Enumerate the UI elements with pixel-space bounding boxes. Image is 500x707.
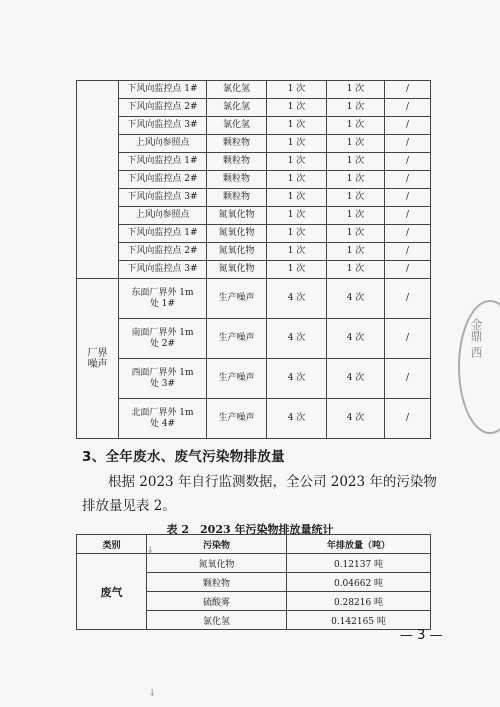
note: / [385, 171, 431, 189]
note: / [385, 319, 431, 359]
emission-table [76, 534, 431, 630]
monitoring-point: 下风向监控点 1# [119, 225, 207, 243]
table-row [77, 225, 431, 243]
pollutant: 硫酸雾 [147, 592, 287, 611]
table-row [77, 261, 431, 279]
frequency-a: 1 次 [267, 81, 327, 99]
annual-emission: 0.12137 吨 [287, 554, 431, 573]
table-row [77, 99, 431, 117]
monitoring-point: 下风向监控点 2# [119, 171, 207, 189]
monitoring-point: 东面厂界外 1m 处 1# [119, 279, 207, 319]
monitoring-point: 上风向参照点 [119, 135, 207, 153]
frequency-b: 1 次 [327, 81, 385, 99]
pollutant: 生产噪声 [207, 279, 267, 319]
annual-emission: 0.04662 吨 [287, 573, 431, 592]
pollutant: 颗粒物 [207, 135, 267, 153]
note: / [385, 153, 431, 171]
pollutant: 氮氧化物 [207, 225, 267, 243]
note: / [385, 399, 431, 439]
pollutant: 氮氧化物 [207, 243, 267, 261]
pollutant: 颗粒物 [207, 189, 267, 207]
frequency-a: 1 次 [267, 117, 327, 135]
pollutant: 氯化氢 [207, 99, 267, 117]
note: / [385, 359, 431, 399]
monitoring-point: 下风向监控点 1# [119, 81, 207, 99]
frequency-a: 1 次 [267, 99, 327, 117]
monitoring-point: 下风向监控点 3# [119, 189, 207, 207]
frequency-a: 1 次 [267, 207, 327, 225]
frequency-b: 1 次 [327, 135, 385, 153]
annual-emission: 0.142165 吨 [287, 611, 431, 630]
frequency-a: 1 次 [267, 261, 327, 279]
annual-emission: 0.28216 吨 [287, 592, 431, 611]
frequency-b: 1 次 [327, 171, 385, 189]
frequency-b: 4 次 [327, 279, 385, 319]
pollutant: 氮氧化物 [147, 554, 287, 573]
frequency-a: 1 次 [267, 225, 327, 243]
note: / [385, 279, 431, 319]
monitoring-point: 南面厂界外 1m 处 2# [119, 319, 207, 359]
frequency-a: 1 次 [267, 171, 327, 189]
frequency-b: 4 次 [327, 359, 385, 399]
pollutant: 氮氧化物 [207, 261, 267, 279]
note: / [385, 99, 431, 117]
pollutant: 生产噪声 [207, 319, 267, 359]
frequency-a: 4 次 [267, 359, 327, 399]
page-number: — 3 — [400, 628, 443, 643]
scan-mark: ⸸ [150, 689, 155, 699]
frequency-a: 1 次 [267, 153, 327, 171]
monitoring-table [76, 80, 431, 439]
stamp-seal-text: 金鼎 西 [469, 318, 483, 358]
table-row [77, 117, 431, 135]
table2-caption: 表 2 2023 年污染物排放量统计 [166, 523, 334, 536]
monitoring-table-body [77, 81, 431, 439]
monitoring-point: 下风向监控点 3# [119, 117, 207, 135]
section-heading: 3、全年废水、废气污染物排放量 [82, 449, 285, 465]
table-row [77, 189, 431, 207]
note: / [385, 81, 431, 99]
note: / [385, 261, 431, 279]
note: / [385, 189, 431, 207]
frequency-b: 1 次 [327, 189, 385, 207]
monitoring-point: 北面厂界外 1m 处 4# [119, 399, 207, 439]
table-row [77, 207, 431, 225]
note: / [385, 117, 431, 135]
frequency-b: 4 次 [327, 319, 385, 359]
table-row [77, 554, 431, 573]
body-paragraph: 根据 2023 年自行监测数据，全公司 2023 年的污染物排放量见表 2。 [82, 474, 437, 514]
table-row [77, 153, 431, 171]
scan-mark: ⸸ [148, 546, 153, 556]
monitoring-point: 下风向监控点 2# [119, 243, 207, 261]
frequency-b: 1 次 [327, 99, 385, 117]
table-row [77, 279, 431, 319]
frequency-a: 1 次 [267, 135, 327, 153]
table-row [77, 135, 431, 153]
pollutant: 颗粒物 [207, 153, 267, 171]
note: / [385, 225, 431, 243]
pollutant: 氯化氢 [147, 611, 287, 630]
frequency-a: 1 次 [267, 189, 327, 207]
noise-category: 厂界噪声 [77, 279, 119, 439]
frequency-b: 1 次 [327, 225, 385, 243]
frequency-a: 4 次 [267, 319, 327, 359]
table-row [77, 319, 431, 359]
table-row [77, 81, 431, 99]
frequency-a: 4 次 [267, 399, 327, 439]
monitoring-point: 下风向监控点 3# [119, 261, 207, 279]
pollutant: 氯化氢 [207, 117, 267, 135]
monitoring-point: 下风向监控点 2# [119, 99, 207, 117]
pollutant: 生产噪声 [207, 359, 267, 399]
pollutant: 氯化氢 [207, 81, 267, 99]
frequency-a: 1 次 [267, 243, 327, 261]
pollutant: 颗粒物 [207, 171, 267, 189]
frequency-a: 4 次 [267, 279, 327, 319]
category-cell-empty [77, 81, 119, 279]
pollutant: 颗粒物 [147, 573, 287, 592]
table-row [77, 359, 431, 399]
frequency-b: 1 次 [327, 261, 385, 279]
emission-category: 废气 [77, 554, 147, 630]
emission-table-body [77, 554, 431, 630]
table-row [77, 243, 431, 261]
monitoring-point: 西面厂界外 1m 处 3# [119, 359, 207, 399]
frequency-b: 1 次 [327, 243, 385, 261]
emission-table-header-row [77, 535, 431, 554]
frequency-b: 4 次 [327, 399, 385, 439]
header-amount: 年排放量（吨） [287, 535, 431, 554]
frequency-b: 1 次 [327, 207, 385, 225]
table-row [77, 171, 431, 189]
pollutant: 氮氧化物 [207, 207, 267, 225]
frequency-b: 1 次 [327, 153, 385, 171]
table-row [77, 399, 431, 439]
header-category: 类别 [77, 535, 147, 554]
pollutant: 生产噪声 [207, 399, 267, 439]
monitoring-point: 下风向监控点 1# [119, 153, 207, 171]
note: / [385, 207, 431, 225]
header-pollutant: 污染物 [147, 535, 287, 554]
note: / [385, 135, 431, 153]
monitoring-point: 上风向参照点 [119, 207, 207, 225]
frequency-b: 1 次 [327, 117, 385, 135]
note: / [385, 243, 431, 261]
